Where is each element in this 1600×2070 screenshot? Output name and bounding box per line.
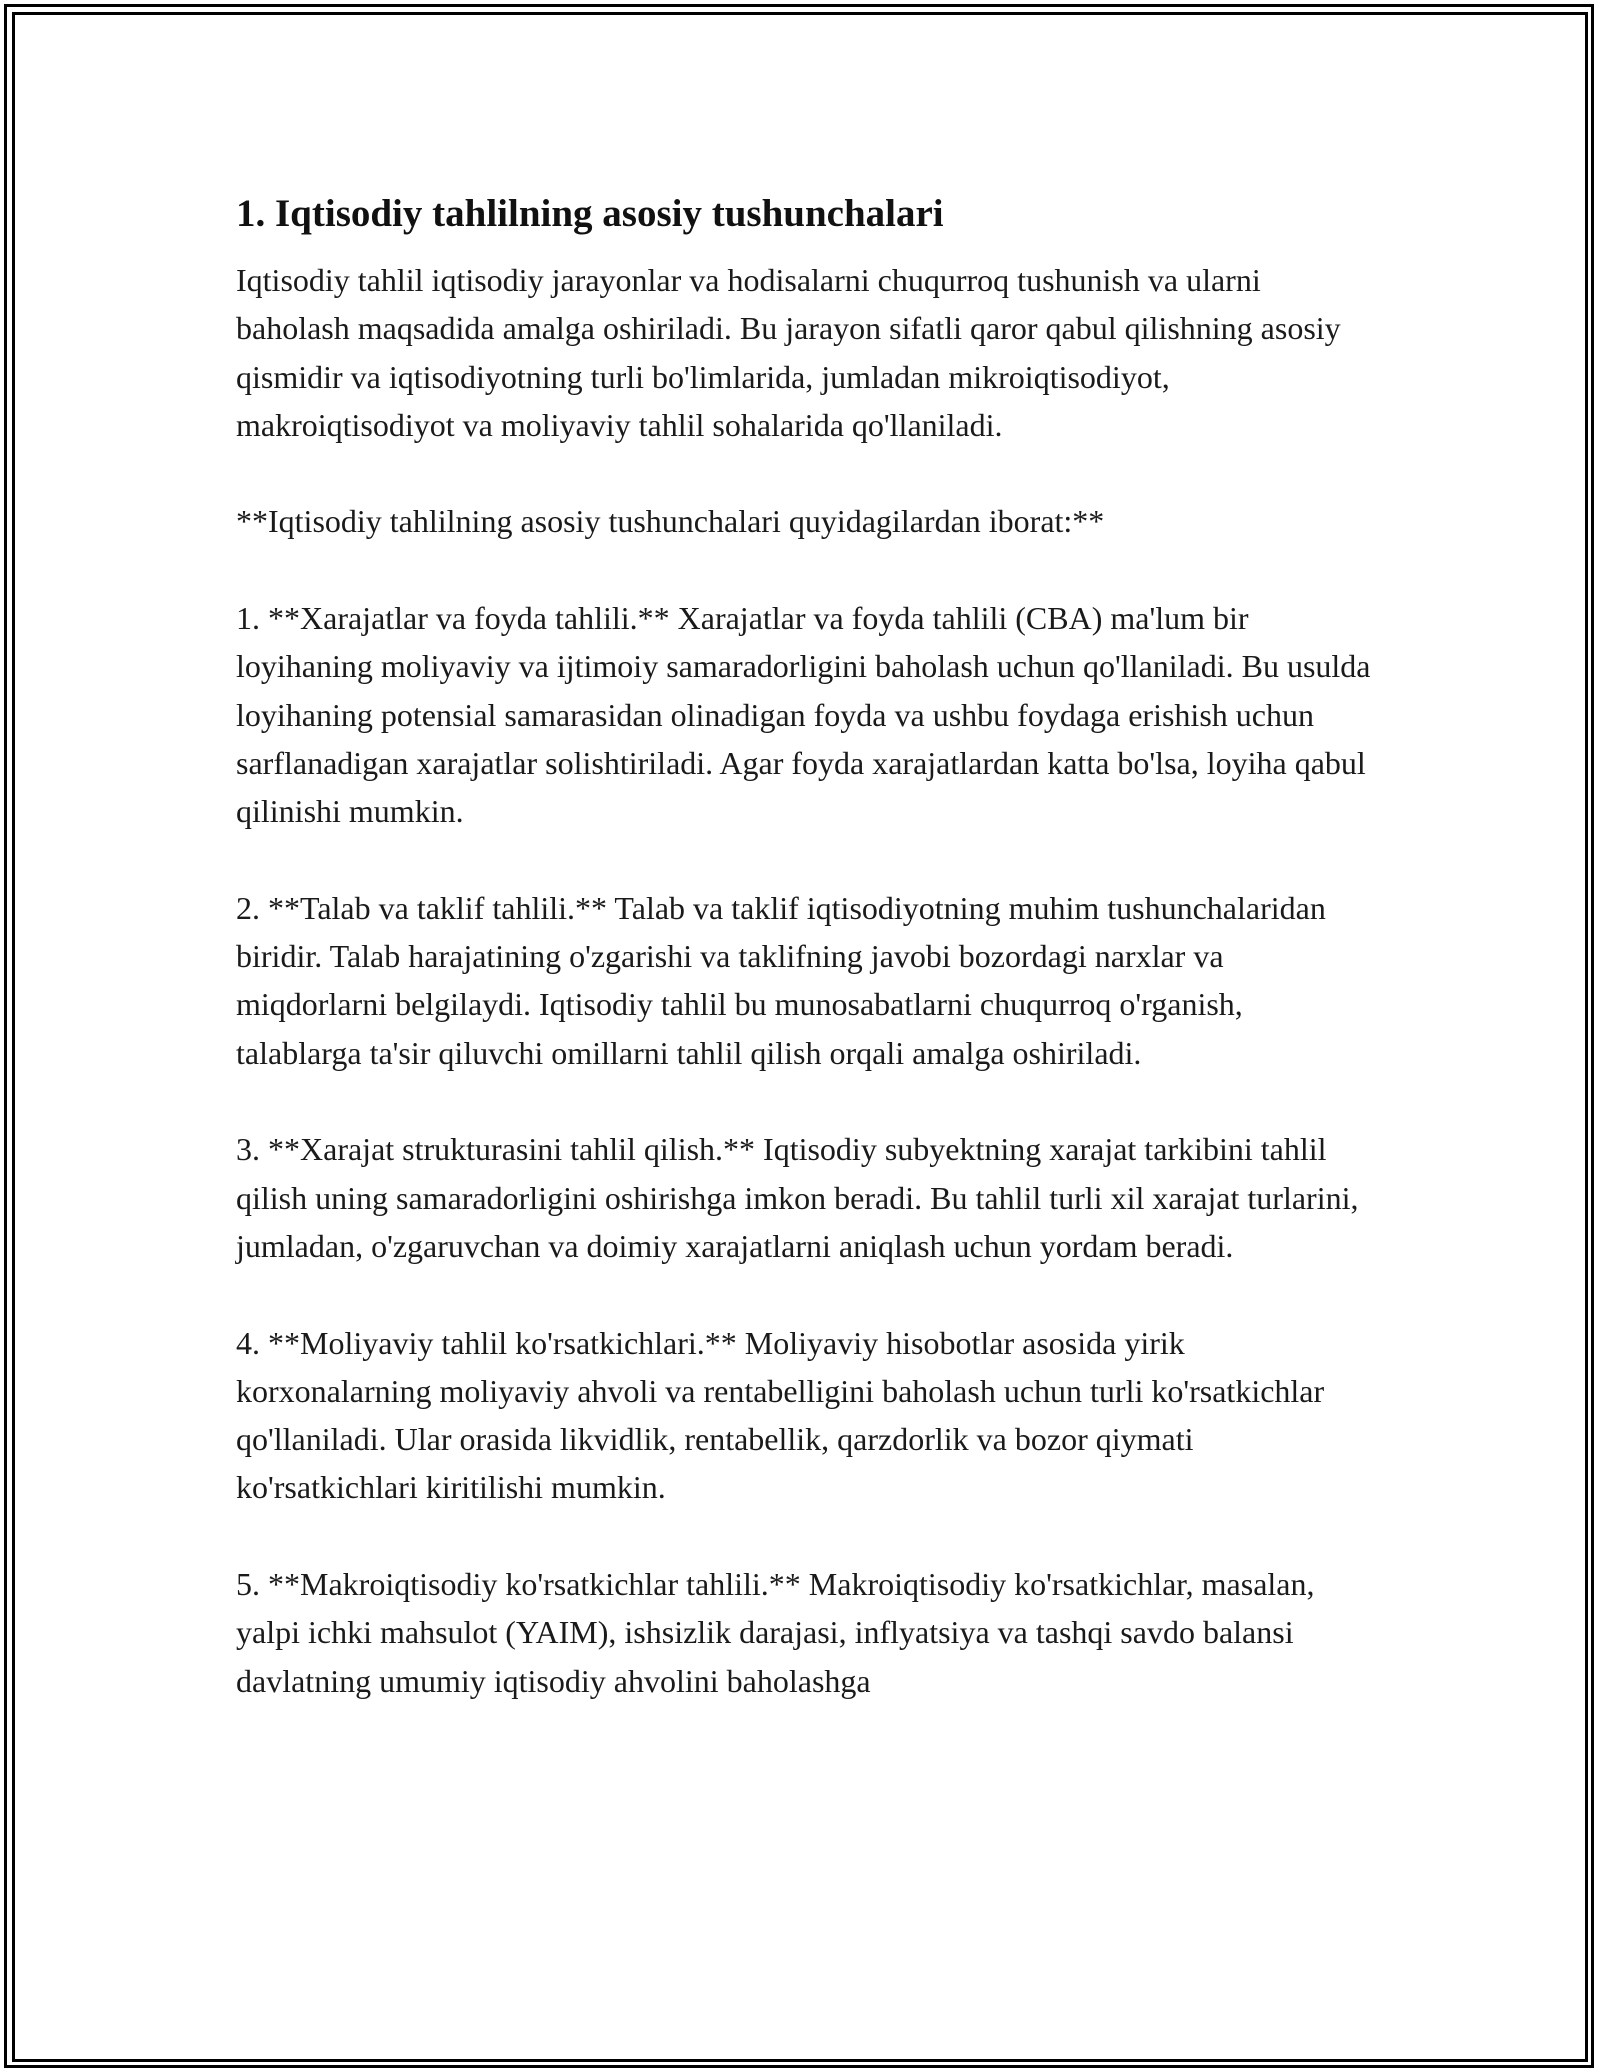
paragraph-item-5: 5. **Makroiqtisodiy ko'rsatkichlar tahlili.** Makroiqtisodiy ko'rsatkichlar, masalan, yalpi ichki mahsulot (YAIM), ishsizlik darajasi, inflyatsiya va tashqi savdo balansi davlatning umumiy iqtisodiy ahvolini baholashga xyxy=(236,1566,1315,1699)
paragraph-item-4: 4. **Moliyaviy tahlil ko'rsatkichlari.** Moliyaviy hisobotlar asosida yirik korxonalarning moliyaviy ahvoli va rentabelligini baholash uchun turli ko'rsatkichlar qo'llaniladi. Ular orasida likvidlik, rentabellik, qarzdorlik va bozor qiymati ko'rsatkichlari kiritilishi mumkin. xyxy=(236,1324,1325,1506)
paragraph-item-3: 3. **Xarajat strukturasini tahlil qilish.** Iqtisodiy subyektning xarajat tarkibini tahlil qilish uning samaradorligini oshirishga imkon beradi. Bu tahlil turli xil xarajat turlarini, jumladan, o'zgaruvchan va doimiy xarajatlarni aniqlash uchun yordam beradi. xyxy=(236,1131,1359,1264)
paragraph-item-1: 1. **Xarajatlar va foyda tahlili.** Xarajatlar va foyda tahlili (CBA) ma'lum bir loyihaning moliyaviy va ijtimoiy samaradorligini baholash uchun qo'llaniladi. Bu usulda loyihaning potensial samarasidan olinadigan foyda va ushbu foydaga erishish uchun sarflanadigan xarajatlar solishtiriladi. Agar foyda xarajatlardan katta bo'lsa, loyiha qabul qilinishi mumkin. xyxy=(236,600,1371,830)
document-title: 1. Iqtisodiy tahlilning asosiy tushunchalari xyxy=(236,192,944,235)
paragraph-item-2: 2. **Talab va taklif tahlili.** Talab va taklif iqtisodiyotning muhim tushunchalaridan biridir. Talab harajatining o'zgarishi va taklifning javobi bozordagi narxlar va miqdorlarni belgilaydi. Iqtisodiy tahlil bu munosabatlarni chuqurroq o'rganish, talablarga ta'sir qiluvchi omillarni tahlil qilish orqali amalga oshiriladi. xyxy=(236,889,1326,1071)
paragraph-intro: Iqtisodiy tahlil iqtisodiy jarayonlar va hodisalarni chuqurroq tushunish va ularni baholash maqsadida amalga oshiriladi. Bu jarayon sifatli qaror qabul qilishning asosiy qismidir va iqtisodiyotning turli bo'limlarida, jumladan mikroiqtisodiyot, makroiqtisodiyot va moliyaviy tahlil sohalarida qo'llaniladi. xyxy=(236,262,1341,443)
document-body xyxy=(236,186,1376,1753)
paragraph-list-heading: **Iqtisodiy tahlilning asosiy tushunchalari quyidagilardan iborat:** xyxy=(236,503,1105,540)
